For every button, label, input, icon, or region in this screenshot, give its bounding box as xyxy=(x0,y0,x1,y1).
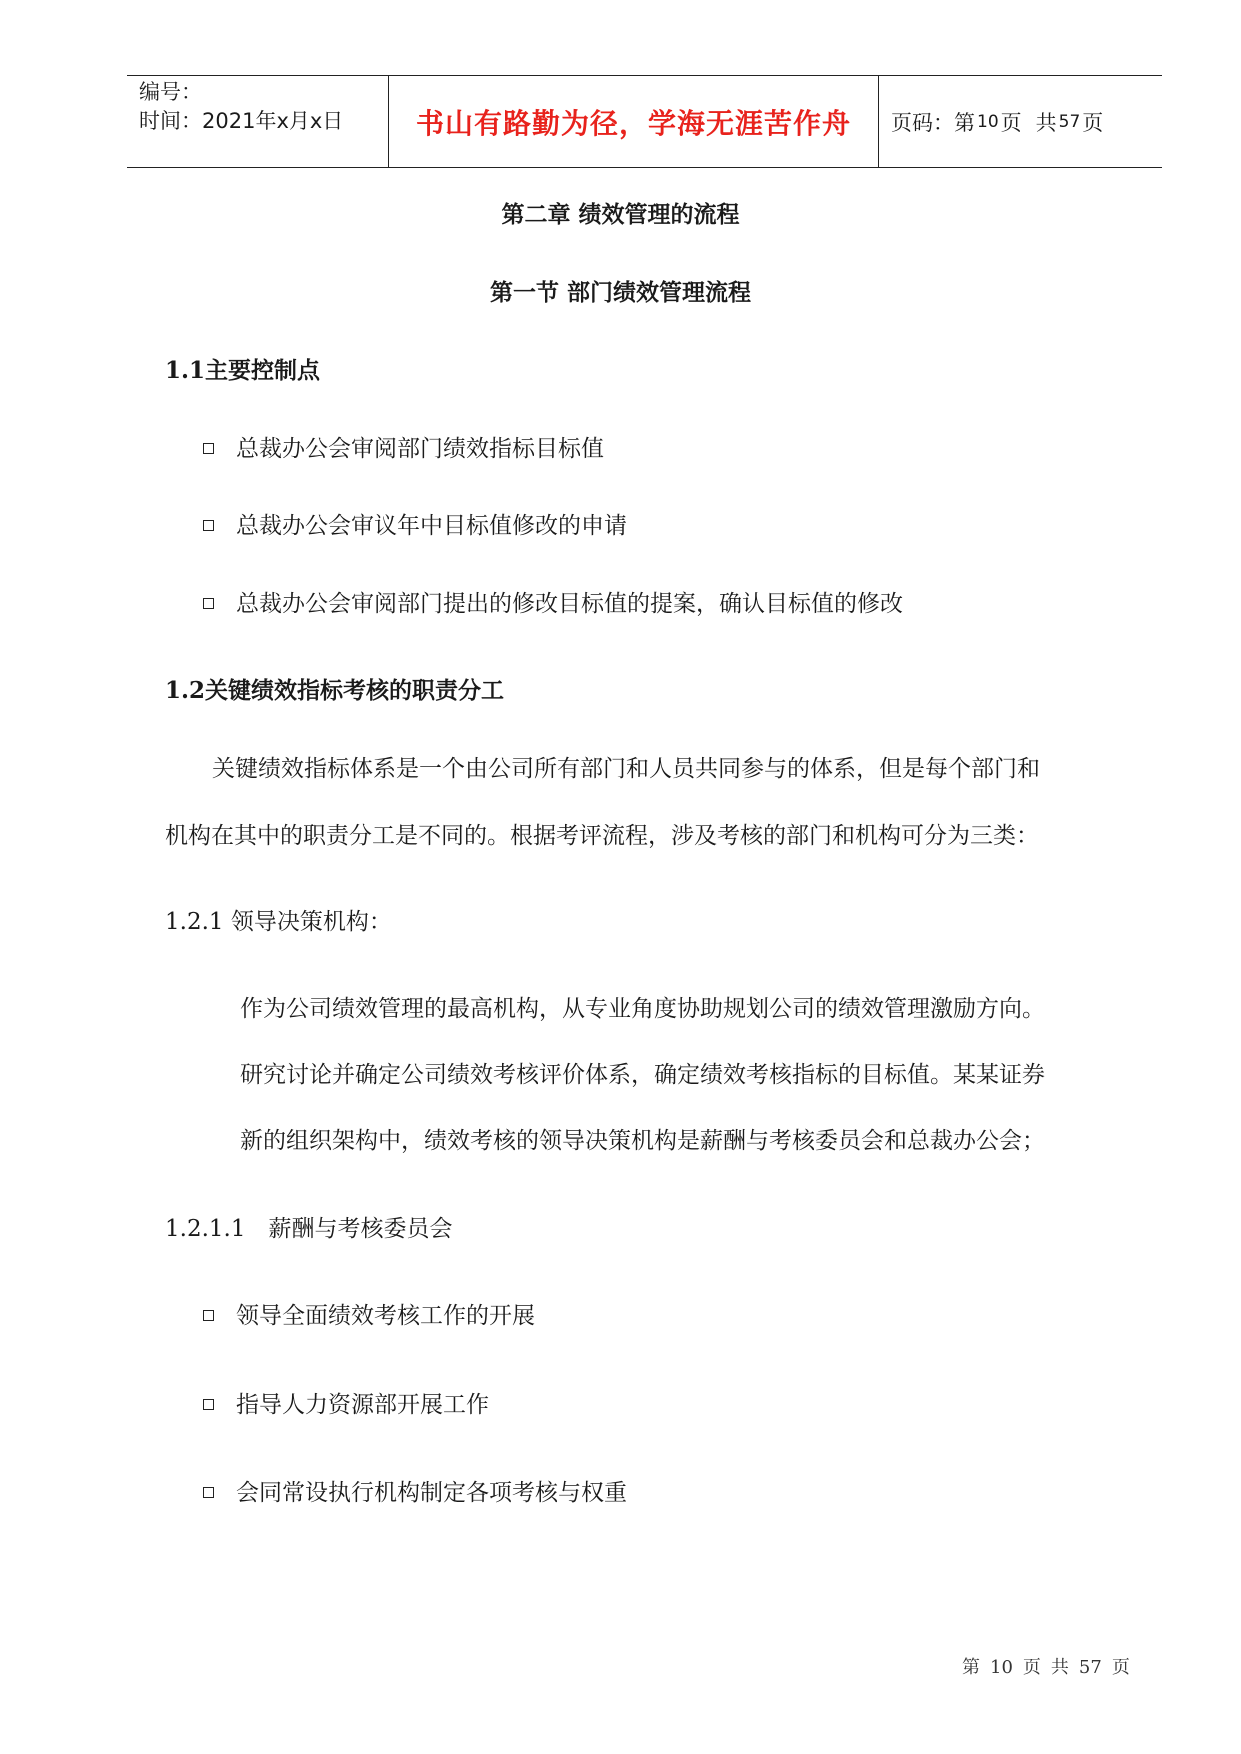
page-mid: 页 xyxy=(1000,110,1022,135)
page-header xyxy=(127,75,1162,168)
paragraph-line: 作为公司绩效管理的最高机构，从专业角度协助规划公司的绩效管理激励方向。 xyxy=(240,996,1045,1022)
footer-page-current: 10 xyxy=(990,1657,1013,1678)
heading-1-2: 1.2关键绩效指标考核的职责分工 xyxy=(165,677,505,704)
page-current: 10 xyxy=(977,111,999,132)
page-total-prefix: 共 xyxy=(1035,110,1057,135)
page-footer: 第 10 页 共 57 页 xyxy=(962,1657,1130,1678)
square-bullet-icon xyxy=(203,1487,214,1498)
chapter-title: 第二章 绩效管理的流程 xyxy=(501,201,740,228)
list-item: 会同常设执行机构制定各项考核与权重 xyxy=(203,1474,627,1507)
square-bullet-icon xyxy=(203,1399,214,1410)
list-item: 总裁办公会审阅部门提出的修改目标值的提案，确认目标值的修改 xyxy=(203,585,903,618)
page-suffix: 页 xyxy=(1082,110,1104,135)
list-item: 领导全面绩效考核工作的开展 xyxy=(203,1297,535,1330)
heading-1-2-1-1: 1.2.1.1 薪酬与考核委员会 xyxy=(165,1216,453,1242)
header-meta xyxy=(127,76,389,167)
time-label: 时间：2021年x月x日 xyxy=(139,109,344,133)
heading-1-2-1: 1.2.1 领导决策机构： xyxy=(165,909,392,935)
paragraph-line: 关键绩效指标体系是一个由公司所有部门和人员共同参与的体系，但是每个部门和 xyxy=(212,756,1040,782)
list-item: 指导人力资源部开展工作 xyxy=(203,1386,489,1419)
section-title: 第一节 部门绩效管理流程 xyxy=(489,279,751,306)
header-motto: 书山有路勤为径，学海无涯苦作舟 xyxy=(389,76,879,167)
paragraph-line: 新的组织架构中，绩效考核的领导决策机构是薪酬与考核委员会和总裁办公会； xyxy=(240,1128,1045,1154)
list-item: 总裁办公会审阅部门绩效指标目标值 xyxy=(203,430,604,463)
page-prefix: 页码：第 xyxy=(891,110,975,135)
paragraph-line: 机构在其中的职责分工是不同的。根据考评流程，涉及考核的部门和机构可分为三类： xyxy=(165,823,1039,849)
list-item: 总裁办公会审议年中目标值修改的申请 xyxy=(203,507,627,540)
footer-page-total: 57 xyxy=(1078,1657,1102,1678)
header-page-info xyxy=(879,76,1162,167)
square-bullet-icon xyxy=(203,1310,214,1321)
square-bullet-icon xyxy=(203,598,214,609)
number-label: 编号： xyxy=(139,80,202,104)
square-bullet-icon xyxy=(203,520,214,531)
heading-1-1: 1.1主要控制点 xyxy=(165,357,321,384)
square-bullet-icon xyxy=(203,443,214,454)
paragraph-line: 研究讨论并确定公司绩效考核评价体系，确定绩效考核指标的目标值。某某证券 xyxy=(240,1062,1045,1088)
page-total: 57 xyxy=(1058,111,1081,132)
